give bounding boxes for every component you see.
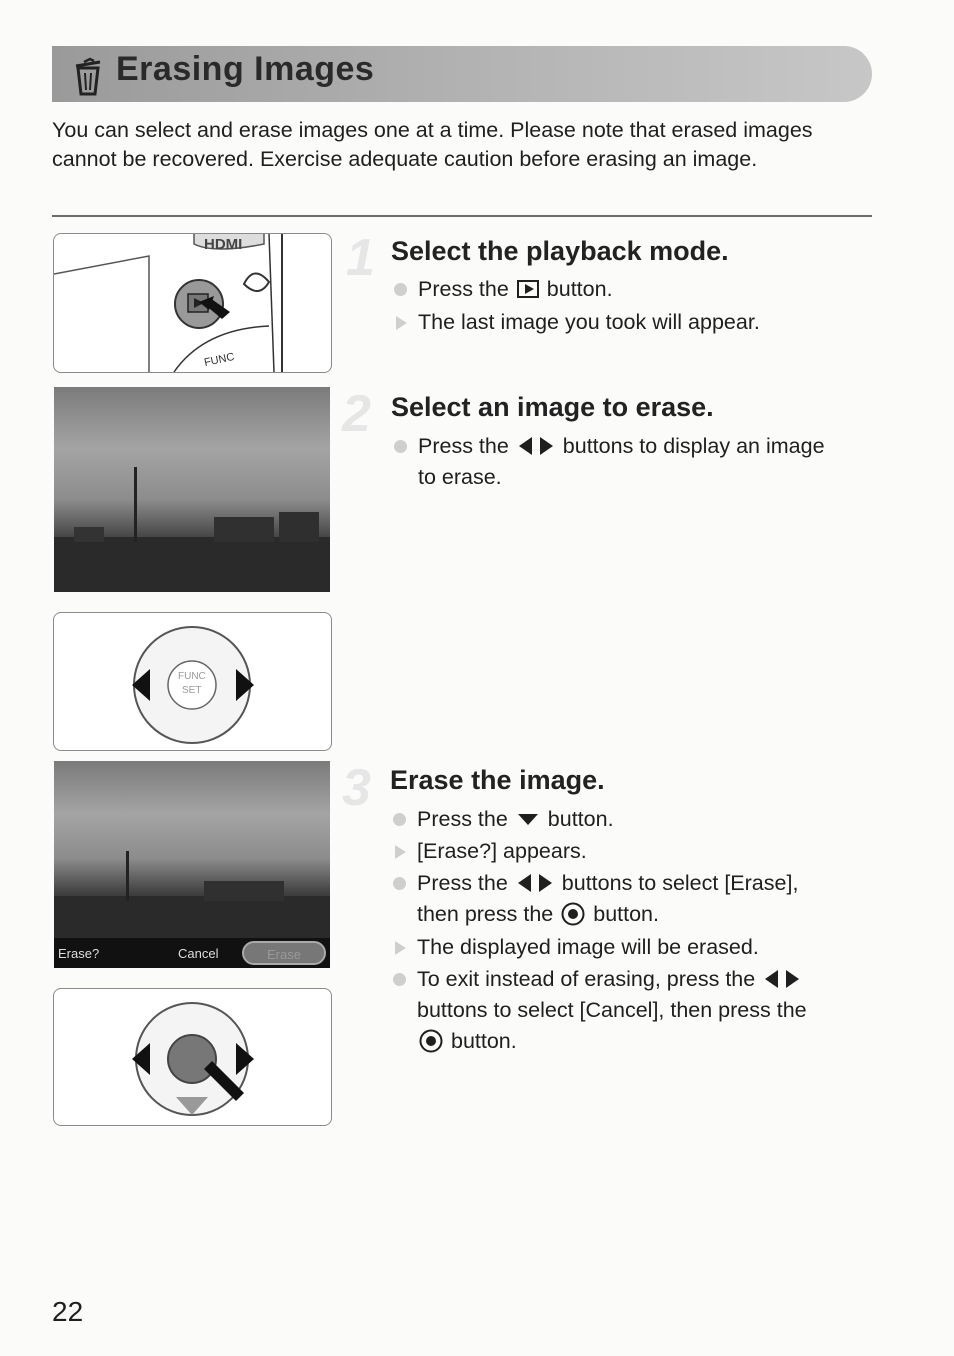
- intro-paragraph: You can select and erase images one at a time. Please note that erased images cannot be recovered. Exercise adequate caution before erasing an image.: [52, 118, 813, 171]
- result-arrow-icon: [395, 845, 406, 859]
- erase-menu-bar: [54, 938, 330, 968]
- skyline-silhouette-2: [54, 761, 330, 938]
- func-set-icon: [561, 902, 585, 926]
- step3-bullet-1: Press the button.: [417, 804, 614, 835]
- dial-func-label: FUNC: [178, 671, 206, 682]
- step1-bullet-2: The last image you took will appear.: [418, 307, 760, 338]
- divider: [52, 215, 872, 217]
- playback-icon: [517, 280, 539, 298]
- erase-prompt-label: Erase?: [58, 946, 100, 961]
- page-title: Erasing Images: [116, 50, 375, 88]
- dial-func-set-illustration: [53, 988, 332, 1126]
- camera-playback-illustration: [53, 233, 332, 373]
- bullet-dot-icon: [394, 283, 407, 296]
- lcd-cancel-option: Cancel: [178, 946, 219, 961]
- step1-bullet-1: Press the button.: [418, 274, 613, 305]
- bullet-dot-icon: [394, 440, 407, 453]
- func-label: FUNC: [203, 350, 236, 370]
- result-arrow-icon: [396, 316, 407, 330]
- bullet-dot-icon: [393, 813, 406, 826]
- step-title-2: Select an image to erase.: [391, 392, 714, 422]
- bullet-dot-icon: [393, 973, 406, 986]
- result-arrow-icon: [395, 941, 406, 955]
- dial-set-label: SET: [182, 685, 202, 696]
- erase-prompt-photo: [54, 761, 330, 938]
- step3-bullet-2: [Erase?] appears.: [417, 836, 587, 867]
- skyline-silhouette: [54, 387, 330, 592]
- lcd-erase-option: Erase: [242, 941, 326, 965]
- left-right-arrows-icon: [765, 969, 799, 989]
- step3-bullet-5: To exit instead of erasing, press the buttons to select [Cancel], then press the button.: [417, 964, 877, 1057]
- step-number-2: 2: [342, 385, 371, 443]
- func-set-icon: [419, 1029, 443, 1053]
- control-dial-press-drawing: [54, 989, 331, 1125]
- dial-left-right-illustration: [53, 612, 332, 751]
- trash-icon: [70, 56, 106, 96]
- step3-bullet-4: The displayed image will be erased.: [417, 932, 759, 963]
- step-title-1: Select the playback mode.: [391, 236, 729, 266]
- left-right-arrows-icon: [518, 873, 552, 893]
- step2-bullet-1: Press the buttons to display an image to erase.: [418, 431, 878, 493]
- left-right-arrows-icon: [519, 436, 553, 456]
- camera-body-drawing: [54, 234, 331, 372]
- skyline-photo: [54, 387, 330, 592]
- step-title-3: Erase the image.: [390, 765, 605, 795]
- step-number-3: 3: [342, 759, 371, 817]
- step-number-1: 1: [346, 229, 375, 287]
- down-arrow-icon: [518, 812, 538, 826]
- hdmi-label: HDMI: [204, 236, 243, 253]
- page-number: 22: [52, 1296, 84, 1327]
- step3-bullet-3: Press the buttons to select [Erase], then press the button.: [417, 868, 877, 930]
- bullet-dot-icon: [393, 877, 406, 890]
